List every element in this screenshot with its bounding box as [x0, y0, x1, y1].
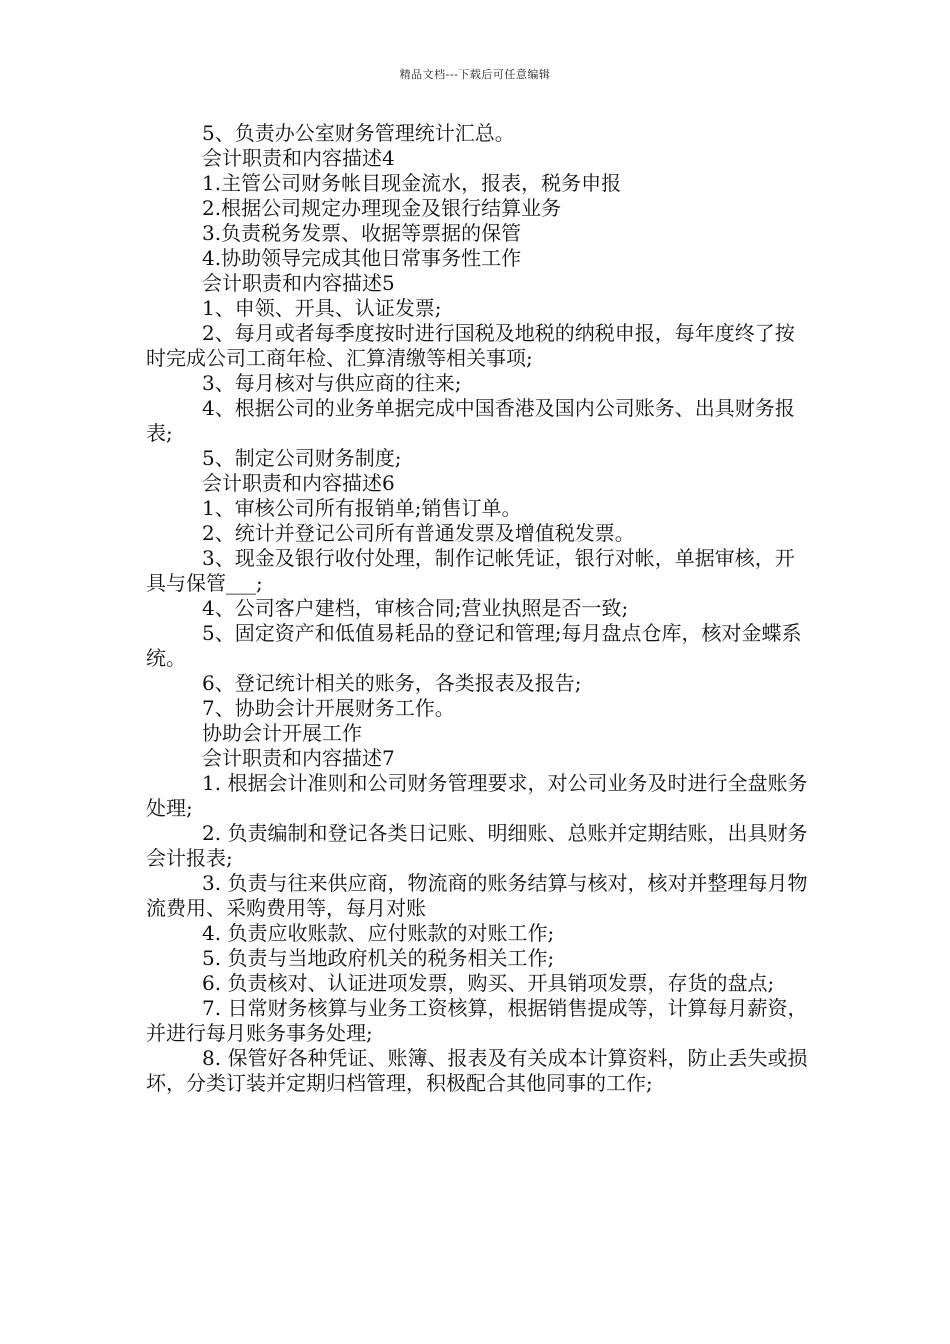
- paragraph: 1、审核公司所有报销单;销售订单。: [202, 496, 522, 520]
- paragraph: 4. 负责应收账款、应付账款的对账工作;: [202, 921, 555, 945]
- paragraph: 5、负责办公室财务管理统计汇总。: [202, 121, 515, 145]
- paragraph: 2、统计并登记公司所有普通发票及增值税发票。: [202, 521, 635, 545]
- section-heading: 会计职责和内容描述5: [202, 271, 395, 295]
- paragraph: 2、每月或者每季度按时进行国税及地税的纳税申报，每年度终了按时完成公司工商年检、汇算清缴等相关事项;: [146, 321, 795, 370]
- paragraph: 5、固定资产和低值易耗品的登记和管理;每月盘点仓库，核对金蝶系统。: [146, 621, 802, 670]
- paragraph: 6. 负责核对、认证进项发票，购买、开具销项发票，存货的盘点;: [202, 971, 775, 995]
- paragraph: 8. 保管好各种凭证、账簿、报表及有关成本计算资料，防止丢失或损坏，分类订装并定期归档管理，积极配合其他同事的工作;: [146, 1046, 808, 1095]
- page-header: 精品文档---下载后可任意编辑: [399, 68, 551, 81]
- paragraph: 1.主管公司财务帐目现金流水，报表，税务申报: [202, 171, 622, 195]
- paragraph: 7、协助会计开展财务工作。: [202, 696, 455, 720]
- paragraph: 1. 根据会计准则和公司财务管理要求，对公司业务及时进行全盘账务处理;: [146, 771, 808, 820]
- paragraph: 3、每月核对与供应商的往来;: [202, 371, 462, 395]
- paragraph: 5. 负责与当地政府机关的税务相关工作;: [202, 946, 555, 970]
- paragraph: 3、现金及银行收付处理，制作记帐凭证，银行对帐，单据审核，开具与保管___;: [146, 546, 795, 595]
- section-heading: 会计职责和内容描述4: [202, 146, 395, 170]
- paragraph: 6、登记统计相关的账务，各类报表及报告;: [202, 671, 582, 695]
- paragraph: 3.负责税务发票、收据等票据的保管: [202, 221, 522, 245]
- paragraph: 2.根据公司规定办理现金及银行结算业务: [202, 196, 562, 220]
- section-heading: 会计职责和内容描述6: [202, 471, 395, 495]
- paragraph: 4.协助领导完成其他日常事务性工作: [202, 246, 522, 270]
- paragraph: 4、公司客户建档，审核合同;营业执照是否一致;: [202, 596, 629, 620]
- paragraph: 7. 日常财务核算与业务工资核算，根据销售提成等，计算每月薪资，并进行每月账务事务处理;: [146, 996, 808, 1045]
- paragraph: 协助会计开展工作: [202, 721, 362, 745]
- document-body: [146, 121, 808, 1096]
- section-heading: 会计职责和内容描述7: [202, 746, 395, 770]
- paragraph: 1、申领、开具、认证发票;: [202, 296, 442, 320]
- paragraph: 2. 负责编制和登记各类日记账、明细账、总账并定期结账，出具财务会计报表;: [146, 821, 808, 870]
- paragraph: 3. 负责与往来供应商，物流商的账务结算与核对，核对并整理每月物流费用、采购费用等，每月对账: [146, 871, 808, 920]
- paragraph: 5、制定公司财务制度;: [202, 446, 402, 470]
- paragraph: 4、根据公司的业务单据完成中国香港及国内公司账务、出具财务报表;: [146, 396, 795, 445]
